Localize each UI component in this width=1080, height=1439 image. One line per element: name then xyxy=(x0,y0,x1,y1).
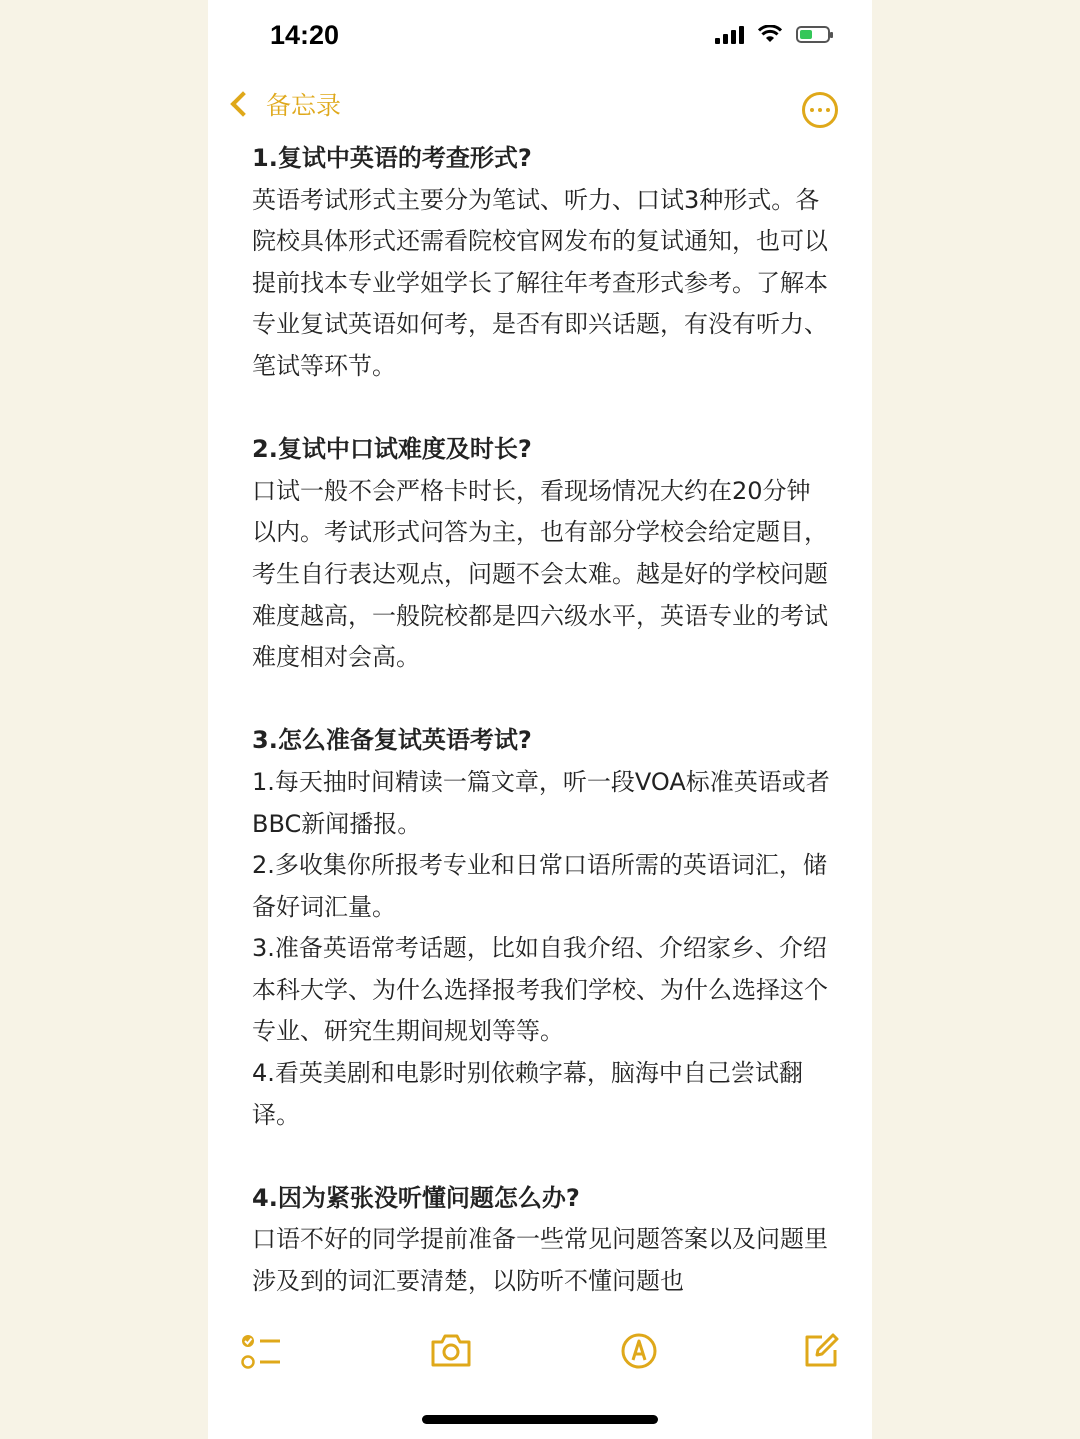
bottom-toolbar xyxy=(208,1330,872,1380)
status-icons xyxy=(715,24,830,44)
battery-charging-icon xyxy=(796,26,830,43)
section-paragraph: 3.准备英语常考话题，比如自我介绍、介绍家乡、介绍本科大学、为什么选择报考我们学校、为什么选择这个专业、研究生期间规划等等。 xyxy=(252,934,828,1046)
section-paragraph: 口试一般不会严格卡时长，看现场情况大约在20分钟以内。考试形式问答为主，也有部分学校会给定题目，考生自行表达观点，问题不会太难。越是好的学校问题难度越高，一般院校都是四六级水平，英语专业的考试难度相对会高。 xyxy=(252,476,828,672)
section-title: 4.因为紧张没听懂问题怎么办? xyxy=(252,1183,580,1212)
signal-icon xyxy=(715,24,744,44)
section-title: 3.怎么准备复试英语考试? xyxy=(252,726,532,755)
status-bar xyxy=(208,0,872,76)
home-indicator[interactable] xyxy=(422,1415,658,1424)
status-time: 14:20 xyxy=(270,20,340,50)
section-title: 2.复试中口试难度及时长? xyxy=(252,435,532,464)
section-paragraph: 英语考试形式主要分为笔试、听力、口试3种形式。各院校具体形式还需看院校官网发布的复试通知，也可以提前找本专业学姐学长了解往年考查形式参考。了解本专业复试英语如何考，是否有即兴话题，有没有听力、笔试等环节。 xyxy=(252,185,828,380)
chevron-left-icon xyxy=(230,91,255,116)
section-title: 1.复试中英语的考查形式? xyxy=(252,144,532,172)
note-section xyxy=(252,138,832,388)
section-paragraph: 4.看英美剧和电影时别依赖字幕，脑海中自己尝试翻译。 xyxy=(252,1059,803,1129)
more-options-button[interactable] xyxy=(802,92,838,128)
camera-icon[interactable] xyxy=(430,1332,472,1368)
markup-pen-icon[interactable] xyxy=(620,1332,658,1370)
section-paragraph: 1.每天抽时间精读一篇文章，听一段VOA标准英语或者BBC新闻播报。 xyxy=(252,767,830,838)
compose-icon[interactable] xyxy=(802,1332,840,1370)
section-paragraph: 口语不好的同学提前准备一些常见问题答案以及问题里涉及到的词汇要清楚，以防听不懂问题也 xyxy=(252,1225,828,1296)
phone-screen xyxy=(208,0,872,1439)
checklist-icon[interactable] xyxy=(240,1332,282,1372)
back-button[interactable] xyxy=(226,86,341,122)
note-body[interactable] xyxy=(252,138,832,1344)
back-label: 备忘录 xyxy=(266,91,342,120)
note-section xyxy=(252,720,832,1136)
wifi-icon xyxy=(758,25,782,43)
nav-bar xyxy=(208,84,872,134)
section-paragraph: 2.多收集你所报考专业和日常口语所需的英语词汇，储备好词汇量。 xyxy=(252,851,827,921)
note-section xyxy=(252,429,832,679)
note-section xyxy=(252,1178,832,1303)
